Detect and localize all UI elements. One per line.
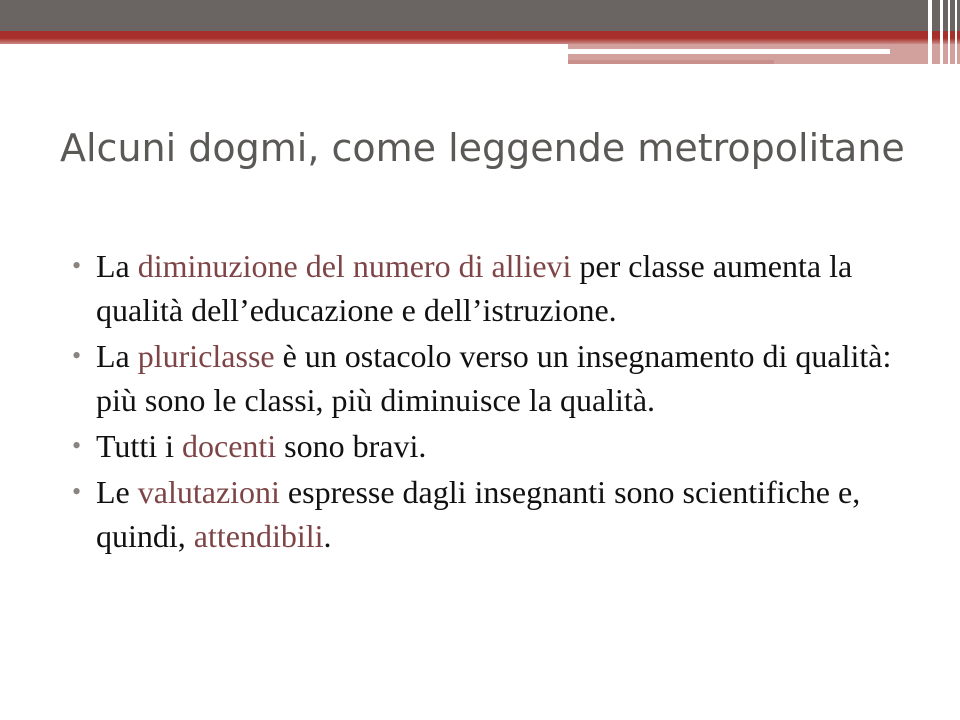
bullet-text: La — [96, 248, 138, 284]
bullet-text: espresse dagli insegnanti sono scientifiche e, quindi, — [96, 474, 861, 554]
bullet-list — [72, 244, 902, 560]
header-stripe — [928, 0, 932, 64]
header-stripe — [940, 0, 943, 64]
header-pink-band-highlight — [568, 49, 890, 54]
bullet-item — [72, 424, 902, 468]
bullet-highlight: attendibili — [193, 518, 324, 554]
bullet-text: è un ostacolo verso un insegnamento di qualità: più sono le classi, più diminuisce la qualità. — [96, 338, 892, 418]
bullet-dot-icon: • — [72, 431, 82, 460]
header-stripe — [955, 0, 957, 64]
bullet-dot-icon: • — [72, 341, 82, 370]
header-stripe — [948, 0, 950, 64]
bullet-highlight: valutazioni — [137, 474, 280, 510]
slide-title: Alcuni dogmi, come leggende metropolitane — [60, 126, 905, 170]
header-dark-band — [0, 0, 960, 31]
bullet-item — [72, 470, 902, 558]
bullet-dot-icon: • — [72, 251, 82, 280]
bullet-dot-icon: • — [72, 477, 82, 506]
bullet-text: sono bravi. — [276, 428, 427, 464]
bullet-text: . — [323, 518, 332, 554]
bullet-item — [72, 334, 902, 422]
bullet-highlight: pluriclasse — [137, 338, 275, 374]
header-pink-band-shadow — [568, 60, 774, 64]
bullet-highlight: docenti — [181, 428, 277, 464]
bullet-item — [72, 244, 902, 332]
header-red-band — [0, 31, 960, 44]
bullet-text: La — [96, 338, 138, 374]
bullet-text: per classe aumenta la qualità dell’educazione e dell’istruzione. — [96, 248, 853, 328]
bullet-text: Tutti i — [96, 428, 182, 464]
bullet-highlight: diminuzione del numero di allievi — [137, 248, 572, 284]
bullet-text: Le — [96, 474, 138, 510]
